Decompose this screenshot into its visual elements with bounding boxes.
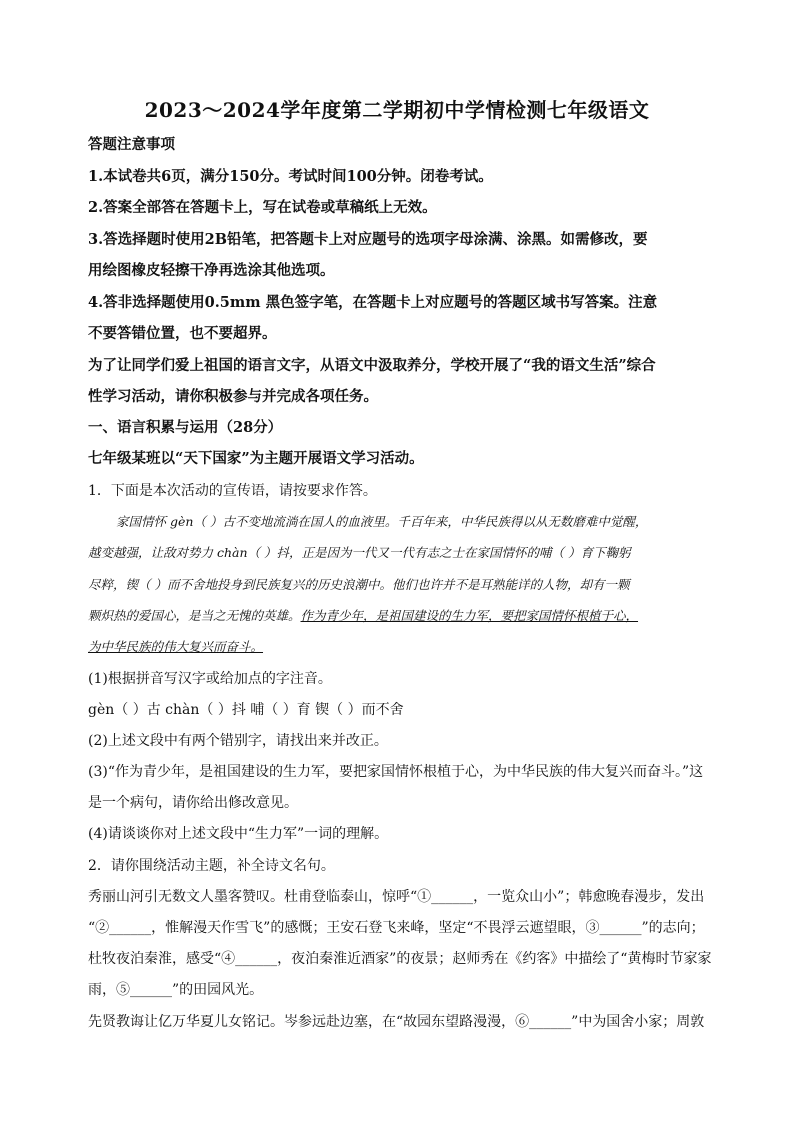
notice-heading: 答题注意事项 [88,136,175,153]
activity-intro-line: 性学习活动，请你积极参与并完成各项任务。 [88,388,378,405]
notice-line: 4.答非选择题使用0.5mm 黑色签字笔，在答题卡上对应题号的答题区域书写答案。注意 [88,294,658,311]
notice-line: 2.答案全部答在答题卡上，写在试卷或草稿纸上无效。 [88,199,437,216]
sub-question-4: (4)请谈谈你对上述文段中“生力军”一词的理解。 [88,826,389,842]
section-intro: 七年级某班以“天下国家”为主题开展语文学习活动。 [88,450,424,467]
sub-question-1: (1)根据拼音写汉字或给加点的字注音。 [88,671,332,687]
underlined-sentence: 作为青少年，是祖国建设的生力军，要把家国情怀根植于心， [300,608,639,623]
exam-title: 2023～2024学年度第二学期初中学情检测七年级语文 [144,98,650,122]
notice-line: 3.答选择题时使用2B铅笔，把答题卡上对应题号的选项字母涂满、涂黑。如需修改，要 [88,231,648,248]
sub-question-2: (2)上述文段中有两个错别字，请找出来并改正。 [88,733,388,749]
passage-line: 尽粹，锲（ ）而不舍地投身到民族复兴的历史浪潮中。他们也许并不是耳熟能详的人物，却有一颗 [88,577,630,592]
notice-line: 用绘图橡皮轻擦干净再选涂其他选项。 [88,262,335,279]
passage-text: 颗炽热的爱国心，是当之无愧的英雄。 [88,608,301,623]
sub-question-3: 是一个病句，请你给出修改意见。 [88,795,298,811]
question-2-prompt: 2．请你围绕活动主题，补全诗文名句。 [88,858,335,874]
poetry-fill-line: 秀丽山河引无数文人墨客赞叹。杜甫登临泰山，惊呼“①______，一览众山小”；韩愈晚春漫步，发出 [88,889,705,905]
notice-line: 不要答错位置，也不要超界。 [88,325,277,342]
section-heading: 一、语言积累与运用（28分） [88,419,283,436]
poetry-fill-line: 杜牧夜泊秦淮，感受“④______，夜泊秦淮近酒家”的夜景；赵师秀在《约客》中描绘了“黄梅时节家家 [88,951,712,967]
poetry-fill-line: 先贤教诲让亿万华夏儿女铭记。岑参远赴边塞，在“故园东望路漫漫，⑥______”中为国舍小家；周敦 [88,1014,705,1030]
sub-question-3: (3)“作为青少年，是祖国建设的生力军，要把家国情怀根植于心，为中华民族的伟大复兴而奋斗。”这 [88,764,704,780]
poetry-fill-line: “②______，惟解漫天作雪飞”的感慨；王安石登飞来峰，坚定“不畏浮云遮望眼，③______”的志向； [88,920,705,936]
passage-line: 越变越强，让敌对势力 chàn（ ）抖，正是因为一代又一代有志之士在家国情怀的哺（ ）育下鞠躬 [88,545,631,560]
passage-line: 家国情怀 gèn（ ）古不变地流淌在国人的血液里。千百年来，中华民族得以从无数磨难中觉醒， [116,514,648,529]
poetry-fill-line: 雨，⑤______”的田园风光。 [88,982,264,998]
activity-intro-line: 为了让同学们爱上祖国的语言文字，从语文中汲取养分，学校开展了“我的语文生活”综合 [88,357,656,374]
question-1-prompt: 1．下面是本次活动的宣传语，请按要求作答。 [88,483,377,499]
passage-line [88,606,718,624]
notice-line: 1.本试卷共6页，满分150分。考试时间100分钟。闭卷考试。 [88,168,493,185]
pinyin-blanks: gèn（ ）古 chàn（ ）抖 哺（ ）育 锲（ ）而不舍 [88,702,404,718]
underlined-sentence: 为中华民族的伟大复兴而奋斗。 [88,639,264,654]
